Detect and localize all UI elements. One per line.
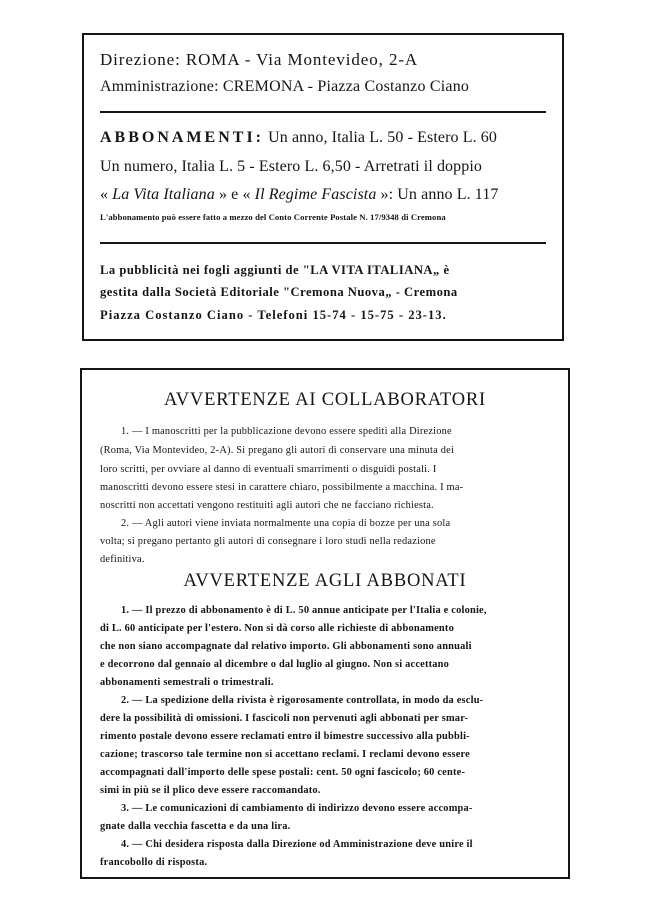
paragraph-line: 3. — Le comunicazioni di cambiamento di indirizzo devono essere accompa-	[121, 803, 473, 814]
info-box	[82, 33, 564, 341]
paragraph-line: 2. — Agli autori viene inviata normalmente una copia di bozze per una sola	[121, 518, 451, 529]
paragraph-line: di L. 60 anticipate per l'estero. Non si dà corso alle richieste di abbonamento	[100, 623, 454, 634]
paragraph-line: manoscritti devono essere stesi in carattere chiaro, possibilmente a macchina. I ma-	[100, 482, 464, 493]
direzione-line: Direzione: ROMA - Via Montevideo, 2-A	[100, 50, 419, 69]
paragraph-line: gnate dalla vecchia fascetta e da una lira.	[100, 821, 291, 832]
divider	[100, 111, 546, 113]
pubblicita-line-3: Piazza Costanzo Ciano - Telefoni 15-74 - 15-75 - 23-13.	[100, 308, 447, 322]
paragraph-line: 1. — I manoscritti per la pubblicazione devono essere spediti alla Direzione	[121, 426, 452, 437]
paragraph-line: francobollo di risposta.	[100, 857, 208, 868]
paragraph-line: (Roma, Via Montevideo, 2-A). Si pregano gli autori di conservare una minuta dei	[100, 445, 455, 456]
abbonamenti-line-1	[100, 130, 497, 146]
pubblicita-line-1: La pubblicità nei fogli aggiunti de "LA VITA ITALIANA„ è	[100, 263, 450, 277]
paragraph-line: 1. — Il prezzo di abbonamento è di L. 50 annue anticipate per l'Italia e colonie,	[121, 605, 487, 616]
title-il-regime-fascista: Il Regime Fascista	[254, 186, 377, 203]
paragraph-line: cazione; trascorso tale termine non si accettano reclami. I reclami devono essere	[100, 749, 470, 760]
abbonati-title: AVVERTENZE AGLI ABBONATI	[183, 571, 467, 591]
collaboratori-title: AVVERTENZE AI COLLABORATORI	[164, 390, 486, 410]
abbonamenti-line-2: Un numero, Italia L. 5 - Estero L. 6,50 - Arretrati il doppio	[100, 158, 483, 175]
paragraph-line: 4. — Chi desidera risposta dalla Direzione od Amministrazione deve unire il	[121, 839, 473, 850]
abbonamenti-label: ABBONAMENTI:	[100, 129, 265, 146]
paragraph-line: simi in più se il plico deve essere raccomandato.	[100, 785, 321, 796]
paragraph-line: accompagnati dall'importo delle spese postali: cent. 50 ogni fascicolo; 60 cente-	[100, 767, 466, 778]
amministrazione-line: Amministrazione: CREMONA - Piazza Costanzo Ciano	[100, 78, 470, 95]
paragraph-line: 2. — La spedizione della rivista è rigorosamente controllata, in modo da esclu-	[121, 695, 484, 706]
abbonamenti-line-3: « La Vita Italiana » e « Il Regime Fascista »: Un anno L. 117	[100, 186, 499, 203]
paragraph-line: rimento postale devono essere reclamati entro il bimestre successivo alla pubbli-	[100, 731, 470, 742]
paragraph-line: definitiva.	[100, 554, 145, 565]
paragraph-line: abbonamenti semestrali o trimestrali.	[100, 677, 274, 688]
paragraph-line: e decorrono dal gennaio al dicembre o dal luglio al giugno. Non si accettano	[100, 659, 450, 670]
pubblicita-line-2: gestita dalla Società Editoriale "Cremona Nuova„ - Cremona	[100, 285, 458, 299]
notices-box	[80, 368, 570, 879]
paragraph-line: noscritti non accettati vengono restituiti agli autori che ne facciano richiesta.	[100, 500, 434, 511]
title-la-vita-italiana: La Vita Italiana	[112, 186, 215, 203]
divider	[100, 242, 546, 244]
paragraph-line: dere la possibilità di omissioni. I fascicoli non pervenuti agli abbonati per smar-	[100, 713, 469, 724]
abbonamenti-prices: Un anno, Italia L. 50 - Estero L. 60	[264, 129, 497, 146]
conto-corrente-note: L'abbonamento può essere fatto a mezzo del Conto Corrente Postale N. 17/9348 di Cremona	[100, 212, 446, 222]
paragraph-line: loro scritti, per ovviare al danno di eventuali smarrimenti o disguidi postali. I	[100, 464, 437, 475]
paragraph-line: volta; si pregano pertanto gli autori di consegnare i loro studi nella redazione	[100, 536, 436, 547]
paragraph-line: che non siano accompagnate dal relativo importo. Gli abbonamenti sono annuali	[100, 641, 472, 652]
